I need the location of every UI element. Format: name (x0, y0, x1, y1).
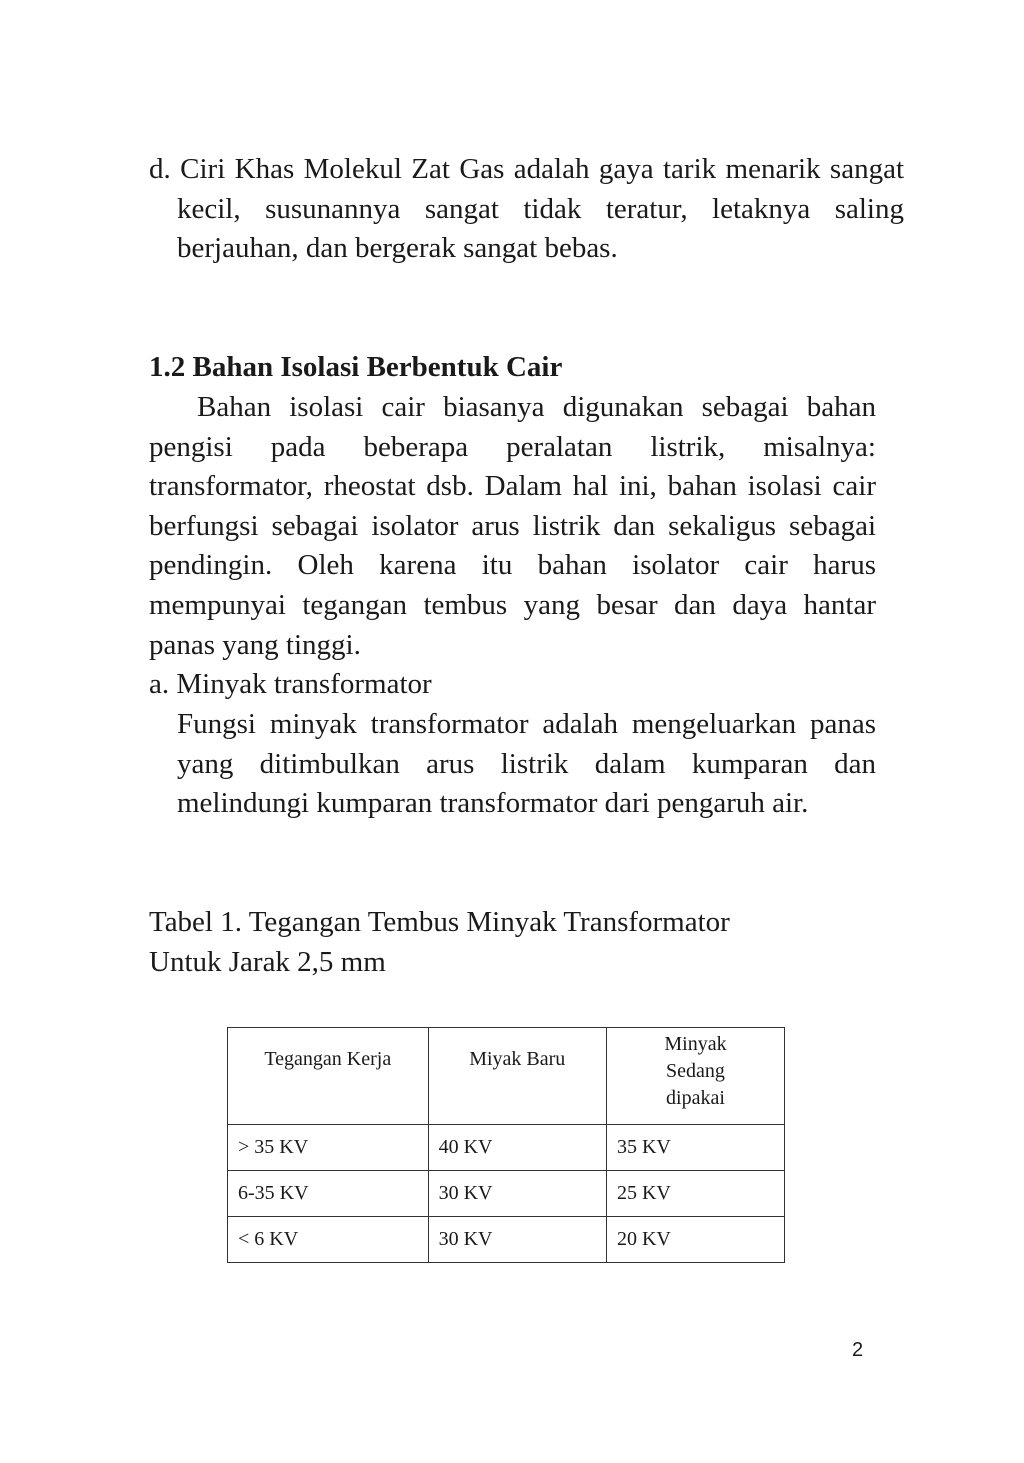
table-row (228, 1171, 785, 1217)
breakdown-voltage-table (227, 1027, 785, 1263)
table-caption-line2: Untuk Jarak 2,5 mm (149, 946, 386, 978)
table-cell: < 6 KV (228, 1217, 429, 1263)
table-cell: 20 KV (606, 1217, 784, 1263)
subsection-a-title: a. Minyak transformator (149, 668, 432, 700)
section-paragraph: Bahan isolasi cair biasanya digunakan sebagai bahan pengisi pada beberapa peralatan listrik, misalnya: transformator, rheostat dsb. Dalam hal ini, bahan isolasi cair berfungsi sebagai isolator arus listrik dan sekaligus sebagai pendingin. Oleh karena itu bahan isolator cair harus mempunyai tegangan tembus yang besar dan daya hantar panas yang tinggi. (149, 391, 876, 661)
table-caption-line1: Tabel 1. Tegangan Tembus Minyak Transformator (149, 906, 730, 938)
page-number: 2 (852, 1339, 864, 1361)
list-item-d-text: Ciri Khas Molekul Zat Gas adalah gaya tarik menarik sangat kecil, susunannya sangat tidak teratur, letaknya saling berjauhan, dan bergerak sangat bebas. (177, 153, 905, 265)
table-row (228, 1217, 785, 1263)
header-tegangan-kerja (228, 1028, 429, 1125)
header-miyak-baru-label: Miyak Baru (469, 1048, 566, 1070)
table-header-row (228, 1028, 785, 1125)
list-item-d-label: d. (149, 153, 171, 185)
header-tegangan-kerja-label: Tegangan Kerja (264, 1048, 392, 1070)
header-col3-line1: Minyak (664, 1033, 727, 1055)
header-miyak-baru (428, 1028, 606, 1125)
table-cell: 25 KV (606, 1171, 784, 1217)
header-minyak-sedang-dipakai (606, 1028, 784, 1125)
table-row (228, 1125, 785, 1171)
list-item-d (149, 150, 904, 269)
table-cell: 35 KV (606, 1125, 784, 1171)
header-col3-line3: dipakai (666, 1087, 725, 1109)
table-cell: 40 KV (428, 1125, 606, 1171)
header-col3-line2: Sedang (666, 1060, 725, 1082)
table-cell: 6-35 KV (228, 1171, 429, 1217)
table-cell: 30 KV (428, 1217, 606, 1263)
table-cell: > 35 KV (228, 1125, 429, 1171)
table-cell: 30 KV (428, 1171, 606, 1217)
section-heading: 1.2 Bahan Isolasi Berbentuk Cair (149, 351, 563, 383)
subsection-a-body: Fungsi minyak transformator adalah mengeluarkan panas yang ditimbulkan arus listrik dalam kumparan dan melindungi kumparan transformator dari pengaruh air. (177, 708, 876, 820)
table-caption (149, 902, 730, 982)
